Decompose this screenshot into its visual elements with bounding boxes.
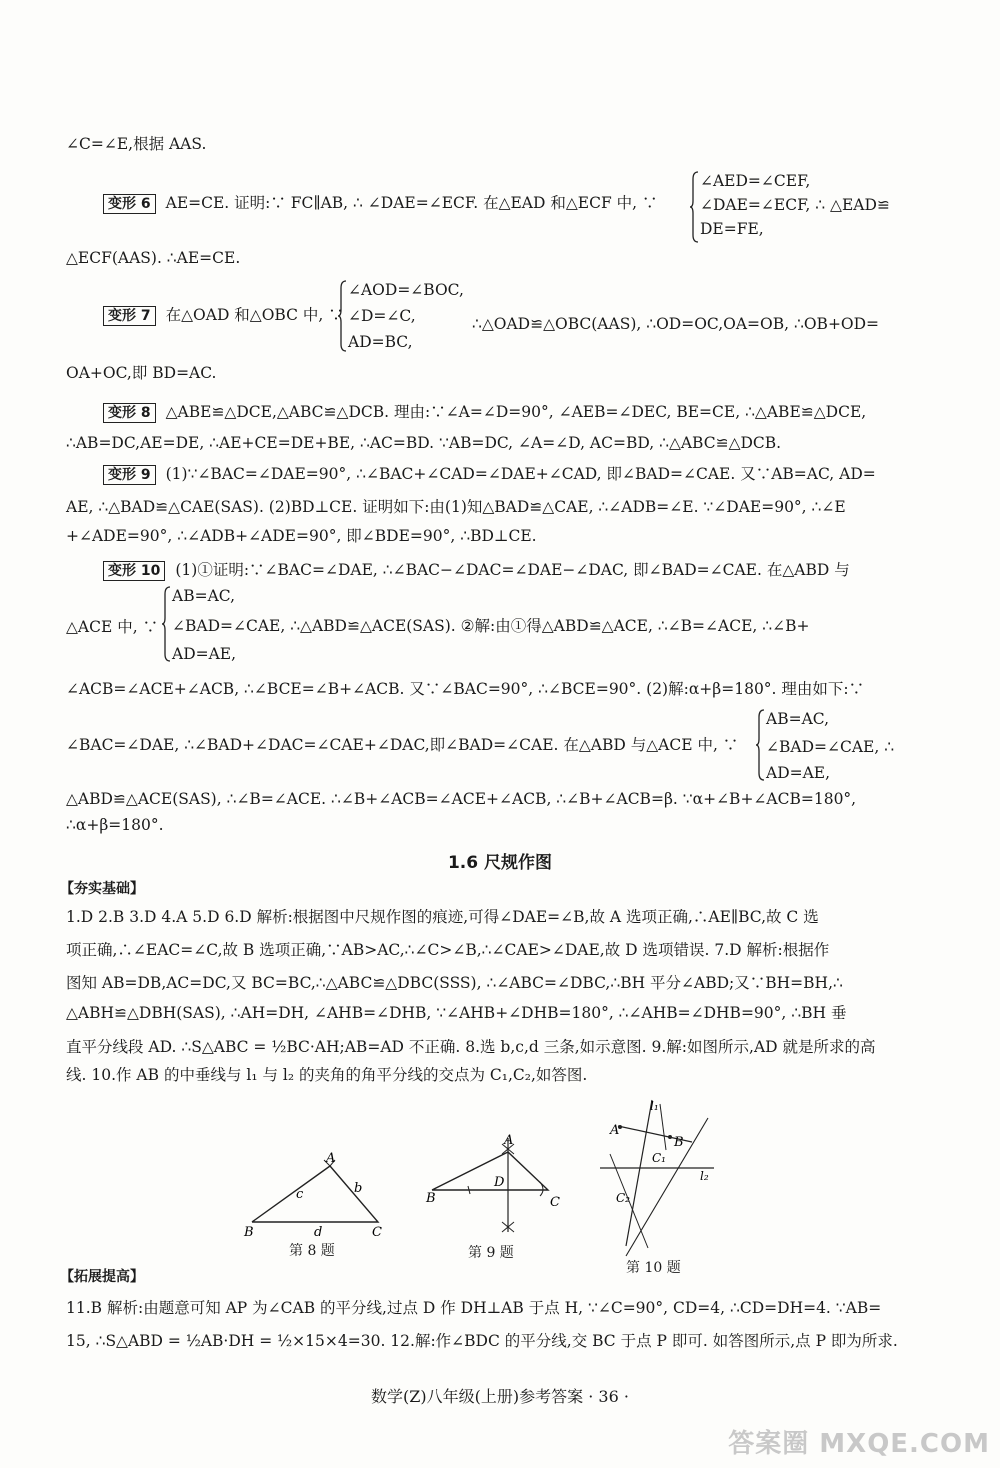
- brace-icon: [338, 280, 347, 352]
- text-line: ∠ACB=∠ACE+∠ACB, ∴∠BCE=∠B+∠ACB. 又∵∠BAC=90°, ∴∠BCE=90°. (2)解:α+β=180°. 理由如下:∵: [66, 680, 865, 698]
- perpendicular-bisector: [626, 1118, 708, 1256]
- brace-line: ∠DAE=∠ECF, ∴ △EAD≌: [700, 196, 890, 214]
- text-line: ∠C=∠E,根据 AAS.: [66, 135, 207, 153]
- text-line: ∴α+β=180°.: [66, 816, 164, 834]
- text-line: △ABD≌△ACE(SAS), ∴∠B=∠ACE. ∴∠B+∠ACB=∠ACE+∠ACB, ∴∠B+∠ACB=β. ∵α+∠B+∠ACB=180°,: [66, 790, 857, 808]
- variant-6-line: [103, 193, 657, 214]
- label-B: B: [674, 1135, 684, 1150]
- brace-line: AD=BC,: [348, 333, 413, 351]
- brace-icon: [162, 586, 171, 662]
- brace-icon: [756, 709, 765, 781]
- figure-9-caption: 第 9 题: [468, 1245, 514, 1261]
- brace-line: ∠D=∠C,: [348, 307, 416, 325]
- text-line: 项正确,∴∠EAC=∠C,故 B 选项正确,∵AB>AC,∴∠C>∠B,∴∠CAE>∠DAE,故 D 选项错误. 7.D 解析:根据作: [66, 941, 830, 959]
- triangle-outline: [432, 1152, 548, 1190]
- figure-8-caption: 第 8 题: [289, 1243, 335, 1259]
- text-line: ∴AB=DC,AE=DE, ∴AE+CE=DE+BE, ∴AC=BD. ∵AB=DC, ∠A=∠D, AC=BD, ∴△ABC≌△DCB.: [66, 434, 782, 452]
- text-line: 图知 AB=DB,AC=DC,又 BC=BC,∴△ABC≌△DBC(SSS), ∴∠ABC=∠DBC,∴BH 平分∠ABD;又∵BH=BH,∴: [66, 974, 843, 992]
- brace-line: AD=AE,: [172, 645, 237, 663]
- line-l1: [626, 1100, 652, 1246]
- brace-line: ∠AOD=∠BOC,: [348, 281, 464, 299]
- brace-line: AB=AC,: [766, 710, 829, 728]
- label-l2: l₂: [700, 1169, 709, 1183]
- text-line: 直平分线段 AD. ∴S△ABC = ½BC·AH;AB=AD 不正确. 8.选 b,c,d 三条,如示意图. 9.解:如图所示,AD 就是所求的高: [66, 1038, 876, 1056]
- brace-line: ∠BAD=∠CAE, ∴△ABD≌△ACE(SAS). ②解:由①得△ABD≌△ACE, ∴∠B=∠ACE, ∴∠B+: [172, 617, 810, 635]
- label-B: B: [244, 1225, 254, 1240]
- figure-10: [596, 1096, 726, 1258]
- variant-text: △ABE≌△DCE,△ABC≌△DCB. 理由:∵∠A=∠D=90°, ∠AEB=∠DEC, BE=CE, ∴△ABE≌△DCE,: [165, 403, 867, 421]
- label-c: c: [296, 1187, 304, 1202]
- angle-bisector: [660, 1104, 666, 1150]
- variant-tag: 变形 7: [103, 306, 156, 326]
- label-l1: l₁: [650, 1099, 659, 1113]
- subheading-extension: 【拓展提高】: [60, 1269, 144, 1285]
- label-A: A: [610, 1123, 620, 1138]
- label-C1: C₁: [652, 1151, 666, 1165]
- variant-tag: 变形 8: [103, 403, 156, 423]
- variant-tag: 变形 10: [103, 561, 165, 581]
- variant-tag: 变形 6: [103, 194, 156, 214]
- text-line: ∠BAC=∠DAE, ∴∠BAD+∠DAC=∠CAE+∠DAC,即∠BAD=∠CAE. 在△ABD 与△ACE 中, ∵: [66, 736, 739, 754]
- brace-line: AB=AC,: [172, 587, 235, 605]
- text-line: 15, ∴S△ABD = ½AB·DH = ½×15×4=30. 12.解:作∠BDC 的平分线,交 BC 于点 P 即可. 如答图所示,点 P 即为所求.: [66, 1332, 898, 1350]
- subheading-basic: 【夯实基础】: [60, 881, 144, 897]
- variant-tag: 变形 9: [103, 465, 156, 485]
- label-C: C: [550, 1195, 560, 1210]
- variant-10-line: [103, 560, 850, 581]
- label-d: d: [314, 1225, 323, 1240]
- section-title: 1.6 尺规作图: [447, 853, 553, 873]
- text-line: △ECF(AAS). ∴AE=CE.: [66, 249, 241, 267]
- label-A: A: [326, 1151, 336, 1166]
- variant-text: 在△OAD 和△OBC 中, ∵: [165, 306, 344, 324]
- text-line: +∠ADE=90°, ∴∠ADB+∠ADE=90°, 即∠BDE=90°, ∴BD⊥CE.: [66, 527, 537, 545]
- text-line: 11.B 解析:由题意可知 AP 为∠CAB 的平分线,过点 D 作 DH⊥AB 于点 H, ∵∠C=90°, CD=4, ∴CD=DH=4. ∵AB=: [66, 1299, 882, 1317]
- variant-text: (1)∵∠BAC=∠DAE=90°, ∴∠BAC+∠CAD=∠DAE+∠CAD, 即∠BAD=∠CAE. 又∵AB=AC, AD=: [165, 465, 876, 483]
- text-line: △ABH≌△DBH(SAS), ∴AH=DH, ∠AHB=∠DHB, ∵∠AHB+∠DHB=180°, ∴∠AHB=∠DHB=90°, ∴BH 垂: [66, 1004, 847, 1022]
- brace-line: AD=AE,: [766, 764, 831, 782]
- text-line: AE, ∴△BAD≌△CAE(SAS). (2)BD⊥CE. 证明如下:由(1)知△BAD≌△CAE, ∴∠ADB=∠E. ∵∠DAE=90°, ∴∠E: [66, 498, 846, 516]
- variant-text: (1)①证明:∵∠BAC=∠DAE, ∴∠BAC−∠DAC=∠DAE−∠DAC, 即∠BAD=∠CAE. 在△ABD 与: [175, 561, 850, 579]
- brace-line: DE=FE,: [700, 220, 764, 238]
- watermark: 答案圈 MXQE.COM: [728, 1429, 990, 1459]
- text-line: ∴△OAD≌△OBC(AAS), ∴OD=OC,OA=OB, ∴OB+OD=: [472, 315, 880, 333]
- label-C: C: [372, 1225, 382, 1240]
- text-line: 线. 10.作 AB 的中垂线与 l₁ 与 l₂ 的夹角的角平分线的交点为 C₁,C₂,如答图.: [66, 1066, 588, 1084]
- brace-line: ∠AED=∠CEF,: [700, 172, 811, 190]
- brace-line: ∠BAD=∠CAE, ∴: [766, 738, 895, 756]
- text-line: OA+OC,即 BD=AC.: [66, 364, 217, 382]
- label-C2: C₂: [616, 1191, 630, 1205]
- label-A: A: [504, 1134, 514, 1148]
- variant-9-line: [103, 464, 876, 485]
- text-line: 1.D 2.B 3.D 4.A 5.D 6.D 解析:根据图中尺规作图的痕迹,可得∠DAE=∠B,故 A 选项正确,∴AE∥BC,故 C 选: [66, 908, 819, 926]
- brace-icon: [690, 171, 699, 243]
- figure-8: [240, 1150, 390, 1242]
- label-D: D: [494, 1175, 505, 1190]
- variant-text: AE=CE. 证明:∵ FC∥AB, ∴ ∠DAE=∠ECF. 在△EAD 和△ECF 中, ∵: [165, 194, 658, 212]
- point-B: [668, 1135, 672, 1139]
- variant-8-line: [103, 402, 866, 423]
- figure-9: [424, 1134, 564, 1244]
- label-b: b: [354, 1181, 363, 1196]
- figure-10-caption: 第 10 题: [626, 1260, 681, 1276]
- variant-7-line: [103, 305, 344, 326]
- page-footer: 数学(Z)八年级(上册)参考答案 · 36 ·: [371, 1387, 629, 1406]
- label-B: B: [426, 1191, 436, 1206]
- text-line: △ACE 中, ∵: [66, 618, 159, 636]
